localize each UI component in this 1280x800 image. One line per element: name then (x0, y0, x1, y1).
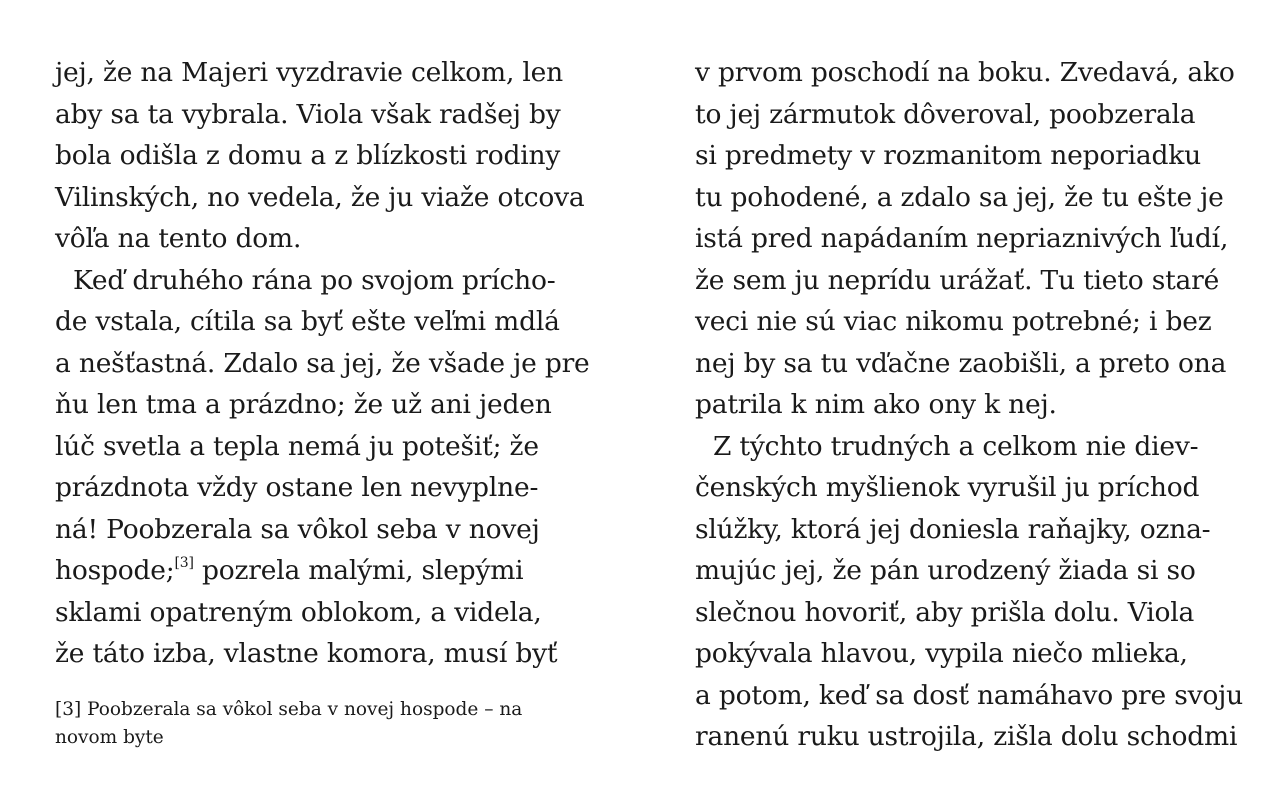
text-line: de vstala, cítila sa byť ešte veľmi mdlá (55, 306, 560, 337)
footnote (55, 696, 615, 752)
text-line: Vilinských, no vedela, že ju viaže otcova (55, 181, 585, 213)
text-line: patrila k nim ako ony k nej. (695, 389, 1057, 420)
text-line: nej by sa tu vďačne zaobišli, a preto ona (695, 347, 1227, 379)
text-line: Keď druhého rána po svojom prícho- (73, 264, 556, 296)
text-fragment: hospode; (55, 555, 175, 586)
text-line: ranenú ruku ustrojila, zišla dolu schodmi (695, 721, 1238, 752)
left-column (55, 52, 615, 675)
text-line: istá pred napádaním nepriaznivých ľudí, (695, 223, 1229, 254)
text-line-with-footnote-ref (55, 550, 615, 592)
text-line: Z týchto trudných a celkom nie diev- (713, 430, 1199, 462)
footnote-ref-link[interactable]: [3] (174, 555, 194, 571)
right-column (695, 52, 1255, 758)
text-line: v prvom poschodí na boku. Zvedavá, ako (695, 57, 1235, 88)
text-line: sklami opatreným oblokom, a videla, (55, 596, 542, 628)
text-line: pokývala hlavou, vypila niečo mlieka, (695, 638, 1188, 669)
text-line: si predmety v rozmanitom neporiadku (695, 140, 1201, 171)
text-line: to jej zármutok dôveroval, poobzerala (695, 98, 1196, 130)
text-line: lúč svetla a tepla nemá ju potešiť; že (55, 430, 539, 462)
text-line: mujúc jej, že pán urodzený žiada si so (695, 555, 1196, 586)
text-line: že sem ju neprídu urážať. Tu tieto staré (695, 264, 1220, 296)
text-line: a potom, keď sa dosť namáhavo pre svoju (695, 679, 1244, 711)
text-line: ňu len tma a prázdno; že už ani jeden (55, 389, 552, 420)
text-line: čenských myšlienok vyrušil ju príchod (695, 472, 1200, 503)
text-line: slúžky, ktorá jej doniesla raňajky, ozna- (695, 513, 1211, 545)
text-line: že táto izba, vlastne komora, musí byť (55, 638, 558, 669)
text-line: veci nie sú viac nikomu potrebné; i bez (695, 306, 1212, 337)
text-line: slečnou hovoriť, aby prišla dolu. Viola (695, 596, 1195, 628)
text-line: aby sa ta vybrala. Viola však radšej by (55, 98, 561, 130)
text-line: vôľa na tento dom. (55, 223, 302, 254)
footnote-line: [3] Poobzerala sa vôkol seba v novej hospode – na (55, 699, 523, 720)
text-line: tu pohodené, a zdalo sa jej, že tu ešte je (695, 181, 1224, 213)
text-line: a nešťastná. Zdalo sa jej, že všade je pre (55, 347, 590, 379)
text-line: prázdnota vždy ostane len nevyplne- (55, 472, 539, 503)
footnote-line: novom byte (55, 727, 164, 748)
text-line: ná! Poobzerala sa vôkol seba v novej (55, 513, 540, 545)
text-fragment: pozrela malými, slepými (193, 555, 524, 586)
text-line: bola odišla z domu a z blízkosti rodiny (55, 140, 561, 171)
text-line: jej, že na Majeri vyzdravie celkom, len (55, 57, 564, 88)
